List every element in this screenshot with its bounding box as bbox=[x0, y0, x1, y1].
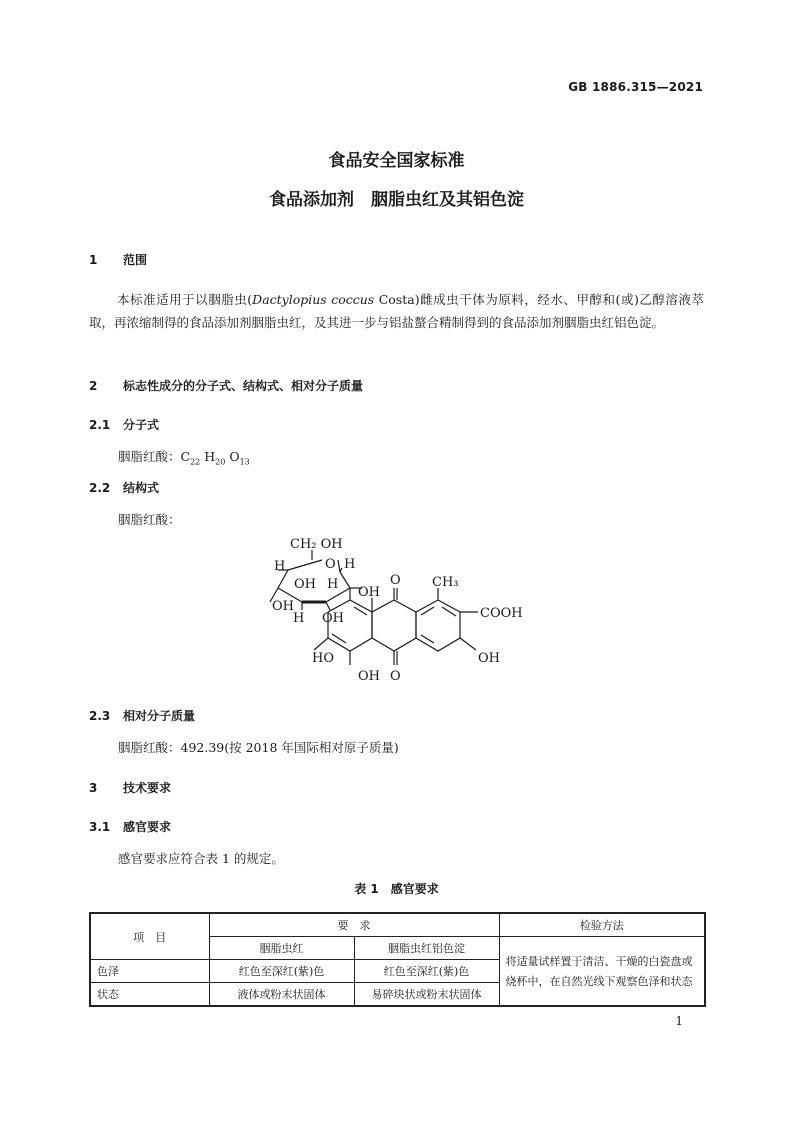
scope-paragraph bbox=[89, 288, 704, 334]
method-cell: 将适量试样置于清洁、干燥的白瓷盘或烧杯中，在自然光线下观察色泽和状态 bbox=[499, 937, 705, 1007]
document-title: 食品安全国家标准 bbox=[328, 151, 465, 171]
section-3-heading bbox=[89, 779, 171, 796]
ch3-label: CH₃ bbox=[432, 575, 459, 590]
header-method: 检验方法 bbox=[499, 913, 705, 937]
oh-ring-label-2: OH bbox=[272, 599, 294, 614]
section-1-heading bbox=[89, 251, 147, 268]
oh-bottom-label: OH bbox=[358, 669, 380, 684]
formula-label: 胭脂红酸： bbox=[118, 449, 181, 464]
ho-left-label: HO bbox=[312, 651, 334, 666]
header-item: 项 目 bbox=[90, 913, 209, 960]
section-2-2-heading bbox=[89, 479, 159, 496]
sensory-requirements-table bbox=[89, 912, 706, 1007]
carbonyl-bottom-label: O bbox=[390, 669, 401, 684]
oh-ring-label-1: OH bbox=[294, 577, 316, 592]
molecular-formula bbox=[118, 447, 250, 467]
sensory-requirement-text: 感官要求应符合表 1 的规定。 bbox=[118, 851, 284, 866]
scope-text-b: Costa)雌成虫干体为原料，经水、甲醇和(或)乙醇溶液萃取，再浓缩制得的食品添加剂胭脂虫红，及其进一步与铝盐螯合精制得到的食品添加剂胭脂虫红铝色淀。 bbox=[89, 292, 704, 330]
row-value-b: 红色至深红(紫)色 bbox=[354, 960, 499, 983]
oh-ring-label-3: OH bbox=[322, 611, 344, 626]
row-item: 状态 bbox=[90, 983, 209, 1007]
formula-o-count: 13 bbox=[239, 457, 250, 467]
row-value-b: 易碎块状或粉末状固体 bbox=[354, 983, 499, 1007]
row-item: 色泽 bbox=[90, 960, 209, 983]
section-2-3-heading bbox=[89, 707, 195, 724]
section-title: 分子式 bbox=[123, 418, 160, 432]
ch2oh-label: CH₂ OH bbox=[290, 537, 343, 552]
ring-oxygen-label: O bbox=[325, 557, 336, 572]
section-title: 范围 bbox=[123, 253, 148, 267]
page-number: 1 bbox=[675, 1014, 683, 1028]
formula-o: O bbox=[225, 449, 240, 464]
h-label-4: H bbox=[293, 611, 305, 626]
header-col-b: 胭脂虫红铝色淀 bbox=[354, 937, 499, 960]
section-number: 2.1 bbox=[89, 418, 111, 432]
cooh-label: COOH bbox=[480, 606, 523, 621]
structural-formula bbox=[250, 530, 550, 690]
oh-top-label: OH bbox=[358, 585, 380, 600]
section-title: 结构式 bbox=[123, 481, 160, 495]
scope-text-a: 本标准适用于以胭脂虫( bbox=[117, 292, 253, 307]
h-label-1: H bbox=[274, 559, 286, 574]
section-number: 3 bbox=[89, 781, 98, 795]
section-number: 2.2 bbox=[89, 481, 111, 495]
section-title: 标志性成分的分子式、结构式、相对分子质量 bbox=[123, 379, 364, 393]
structure-label: 胭脂红酸： bbox=[118, 512, 181, 527]
h-label-2: H bbox=[344, 557, 356, 572]
section-title: 相对分子质量 bbox=[123, 709, 196, 723]
oh-right-label: OH bbox=[478, 651, 500, 666]
molecular-mass: 胭脂红酸：492.39(按 2018 年国际相对原子质量) bbox=[118, 740, 399, 755]
section-number: 2 bbox=[89, 379, 98, 393]
section-title: 技术要求 bbox=[123, 781, 172, 795]
row-value-a: 液体或粉末状固体 bbox=[209, 983, 354, 1007]
standard-code: GB 1886.315—2021 bbox=[568, 80, 703, 94]
section-2-1-heading bbox=[89, 416, 159, 433]
section-number: 3.1 bbox=[89, 820, 111, 834]
formula-h-count: 20 bbox=[215, 457, 226, 467]
header-col-a: 胭脂虫红 bbox=[209, 937, 354, 960]
carbonyl-top-label: O bbox=[390, 573, 401, 588]
section-3-1-heading bbox=[89, 818, 171, 835]
section-number: 1 bbox=[89, 253, 98, 267]
table-caption: 表 1 感官要求 bbox=[354, 882, 439, 896]
row-value-a: 红色至深红(紫)色 bbox=[209, 960, 354, 983]
document-subtitle: 食品添加剂 胭脂虫红及其铝色淀 bbox=[269, 190, 524, 210]
anthraquinone-core bbox=[314, 588, 478, 665]
header-requirement: 要 求 bbox=[209, 913, 499, 937]
section-number: 2.3 bbox=[89, 709, 111, 723]
formula-h: H bbox=[200, 449, 216, 464]
species-name: Dactylopius coccus bbox=[252, 292, 375, 307]
section-title: 感官要求 bbox=[123, 820, 172, 834]
h-label-3: H bbox=[327, 577, 339, 592]
formula-c: C bbox=[180, 449, 191, 464]
formula-c-count: 22 bbox=[190, 457, 201, 467]
table-header-row bbox=[90, 913, 705, 937]
section-2-heading bbox=[89, 377, 363, 394]
